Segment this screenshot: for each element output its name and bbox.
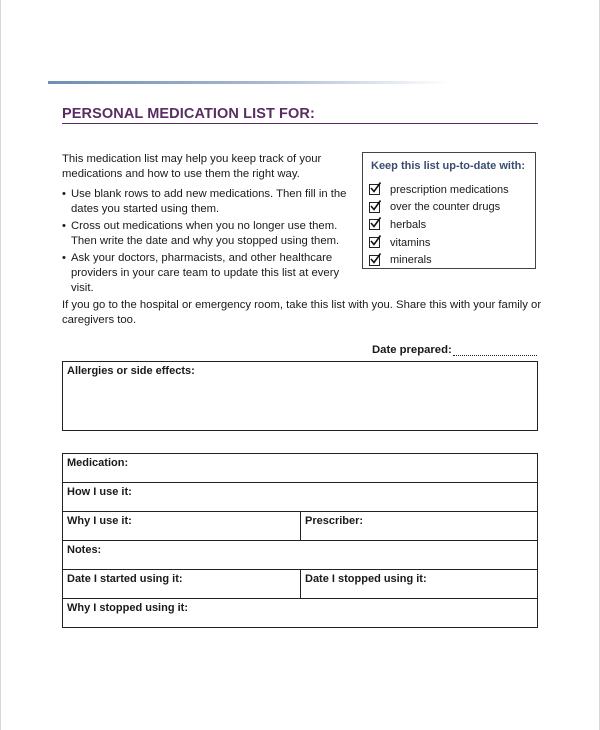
notes-label: Notes: <box>67 544 102 556</box>
checklist-item <box>369 199 509 217</box>
why-stopped-label: Why I stopped using it: <box>67 602 188 614</box>
date-prepared-label: Date prepared: <box>372 344 452 356</box>
why-i-use-it-label: Why I use it: <box>67 515 132 527</box>
checklist-label: vitamins <box>390 236 431 249</box>
notes-field[interactable] <box>62 540 538 570</box>
checklist-label: herbals <box>390 218 427 231</box>
bullet-icon: • <box>62 252 66 264</box>
keep-up-to-date-box <box>362 152 536 269</box>
allergies-label: Allergies or side effects: <box>67 365 195 377</box>
why-stopped-field[interactable] <box>62 598 538 628</box>
checklist-label: over the counter drugs <box>390 201 501 214</box>
how-i-use-it-label: How I use it: <box>67 486 132 498</box>
bullet-text: Ask your doctors, pharmacists, and other healthcare providers in your care team to update this list at every visit. <box>71 252 340 294</box>
page-edge-left <box>0 0 1 730</box>
date-started-label: Date I started using it: <box>67 573 183 585</box>
checklist-label: prescription medications <box>390 183 509 196</box>
header-gradient-rule <box>48 81 448 84</box>
table-row <box>62 511 538 541</box>
checked-checkbox-icon <box>369 219 380 230</box>
how-i-use-it-field[interactable] <box>62 482 538 512</box>
allergies-field[interactable] <box>62 361 538 431</box>
date-stopped-label: Date I stopped using it: <box>305 573 427 585</box>
medication-field[interactable] <box>62 453 538 483</box>
date-started-field[interactable] <box>63 570 301 598</box>
table-row <box>62 569 538 599</box>
checked-checkbox-icon <box>369 255 380 266</box>
checked-checkbox-icon <box>369 184 380 195</box>
bullet-icon: • <box>62 220 66 232</box>
page-title: PERSONAL MEDICATION LIST FOR: <box>62 106 315 122</box>
list-item <box>62 219 354 249</box>
prescriber-field[interactable] <box>301 512 539 540</box>
date-stopped-field[interactable] <box>301 570 539 598</box>
checklist-item <box>369 181 509 199</box>
prescriber-label: Prescriber: <box>305 515 364 527</box>
instruction-list <box>62 187 354 298</box>
medication-table <box>62 453 538 628</box>
keep-checklist <box>369 181 509 269</box>
bullet-text: Cross out medications when you no longer use them. Then write the date and why you stopped using them. <box>71 220 340 247</box>
checklist-item <box>369 251 509 269</box>
checked-checkbox-icon <box>369 237 380 248</box>
list-item <box>62 187 354 217</box>
bullet-icon: • <box>62 188 66 200</box>
keep-box-title: Keep this list up-to-date with: <box>371 160 525 172</box>
medication-label: Medication: <box>67 457 129 469</box>
date-prepared-field[interactable] <box>453 355 537 356</box>
intro-text: This medication list may help you keep track of your medications and how to use them the right way. <box>62 153 322 180</box>
list-item <box>62 251 354 296</box>
title-underline <box>62 123 538 124</box>
why-i-use-it-field[interactable] <box>63 512 301 540</box>
checklist-label: minerals <box>390 254 432 267</box>
hospital-note: If you go to the hospital or emergency room, take this list with you. Share this with your family or caregivers too. <box>62 299 542 326</box>
checklist-item <box>369 216 509 234</box>
checked-checkbox-icon <box>369 202 380 213</box>
checklist-item <box>369 234 509 252</box>
bullet-text: Use blank rows to add new medications. Then fill in the dates you started using them. <box>71 188 347 215</box>
